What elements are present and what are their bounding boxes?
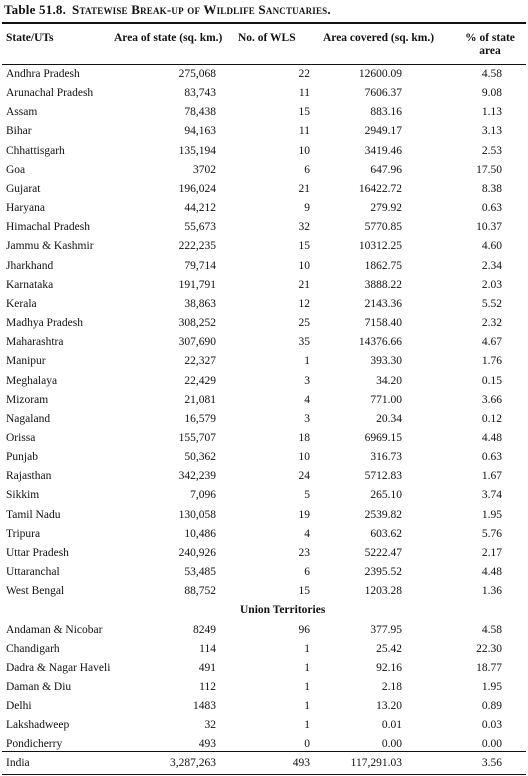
cell-name: Jammu & Kashmir xyxy=(6,240,94,253)
cell-wls: 21 xyxy=(298,278,310,291)
table-row xyxy=(2,180,526,199)
table-row xyxy=(2,257,526,276)
cell-name: Chhattisgarh xyxy=(6,144,65,157)
cell-wls: 15 xyxy=(298,240,310,253)
cell-area-covered: 34.20 xyxy=(376,374,402,387)
header-wls: No. of WLS xyxy=(238,32,296,44)
table-row xyxy=(2,352,526,371)
top-rule xyxy=(2,22,526,24)
cell-percent: 4.48 xyxy=(481,566,502,579)
cell-percent: 2.17 xyxy=(481,546,502,559)
cell-wls: 96 xyxy=(298,623,310,636)
cell-area-covered: 2949.17 xyxy=(364,125,402,138)
cell-name: Bihar xyxy=(6,125,32,138)
cell-name: Madhya Pradesh xyxy=(6,317,83,330)
header-percent xyxy=(458,32,522,58)
cell-area: 196,024 xyxy=(178,182,216,195)
cell-wls: 10 xyxy=(298,451,310,464)
cell-area-covered: 13.20 xyxy=(376,700,402,713)
table-row xyxy=(2,659,526,678)
table-row xyxy=(2,199,526,218)
cell-area: 191,791 xyxy=(178,278,216,291)
cell-wls: 21 xyxy=(298,182,310,195)
table-caption: Statewise Break-up of Wildlife Sanctuaries. xyxy=(72,2,331,17)
table-row xyxy=(2,142,526,161)
cell-area-covered: 603.62 xyxy=(370,527,402,540)
cell-percent: 17.50 xyxy=(476,163,502,176)
cell-name: Uttar Pradesh xyxy=(6,546,69,559)
table-row xyxy=(2,448,526,467)
cell-wls: 10 xyxy=(298,259,310,272)
cell-name: Goa xyxy=(6,163,26,176)
cell-area: 44,212 xyxy=(184,202,216,215)
cell-area: 308,252 xyxy=(178,317,216,330)
cell-name: Sikkim xyxy=(6,489,40,502)
table-row xyxy=(2,582,526,601)
cell-percent: 3.66 xyxy=(481,393,502,406)
cell-percent: 0.63 xyxy=(481,451,502,464)
cell-name: Tamil Nadu xyxy=(6,508,61,521)
cell-percent: 1.67 xyxy=(481,470,502,483)
cell-percent: 0.89 xyxy=(481,700,502,713)
cell-area: 7,096 xyxy=(190,489,216,502)
table-row xyxy=(2,237,526,256)
cell-percent: 0.12 xyxy=(481,412,502,425)
table-row xyxy=(2,276,526,295)
total-area: 3,287,263 xyxy=(170,757,216,769)
table-number: Table 51.8. xyxy=(4,2,67,17)
cell-area-covered: 1862.75 xyxy=(364,259,402,272)
table-row xyxy=(2,295,526,314)
cell-area-covered: 377.95 xyxy=(370,623,402,636)
section-heading-row xyxy=(2,601,526,620)
header-percent-line1: % of state xyxy=(465,32,515,44)
cell-wls: 9 xyxy=(304,202,310,215)
cell-percent: 1.36 xyxy=(481,585,502,598)
total-wls: 493 xyxy=(292,757,310,769)
cell-area-covered: 0.00 xyxy=(381,738,402,751)
cell-area-covered: 0.01 xyxy=(381,719,402,732)
cell-area-covered: 393.30 xyxy=(370,355,402,368)
cell-name: Assam xyxy=(6,106,38,119)
cell-area: 240,926 xyxy=(178,546,216,559)
cell-area-covered: 6969.15 xyxy=(364,431,402,444)
cell-area: 83,743 xyxy=(184,87,216,100)
cell-area: 3702 xyxy=(193,163,216,176)
cell-area-covered: 883.16 xyxy=(370,106,402,119)
cell-name: Chandigarh xyxy=(6,642,60,655)
cell-percent: 9.08 xyxy=(481,87,502,100)
cell-percent: 4.67 xyxy=(481,336,502,349)
cell-area: 10,486 xyxy=(184,527,216,540)
cell-wls: 11 xyxy=(298,87,310,100)
cell-wls: 1 xyxy=(304,355,310,368)
cell-wls: 4 xyxy=(304,527,310,540)
cell-area: 342,239 xyxy=(178,470,216,483)
cell-percent: 4.58 xyxy=(481,68,502,80)
cell-name: Tripura xyxy=(6,527,41,540)
cell-area-covered: 1203.28 xyxy=(364,585,402,598)
cell-wls: 32 xyxy=(298,221,310,234)
cell-area-covered: 265.10 xyxy=(370,489,402,502)
cell-percent: 0.00 xyxy=(481,738,502,751)
cell-name: Pondicherry xyxy=(6,738,63,751)
table-row xyxy=(2,621,526,640)
cell-area: 491 xyxy=(198,661,216,674)
cell-area: 1483 xyxy=(193,700,216,713)
cell-wls: 12 xyxy=(298,297,310,310)
cell-area: 55,673 xyxy=(184,221,216,234)
cell-name: Kerala xyxy=(6,297,37,310)
cell-wls: 6 xyxy=(304,566,310,579)
table-row xyxy=(2,697,526,716)
total-percent: 3.56 xyxy=(481,757,502,769)
total-name: India xyxy=(6,757,30,769)
cell-area-covered: 25.42 xyxy=(376,642,402,655)
cell-wls: 19 xyxy=(298,508,310,521)
cell-percent: 8.38 xyxy=(481,182,502,195)
table-row xyxy=(2,525,526,544)
cell-name: Meghalaya xyxy=(6,374,58,387)
cell-area: 222,235 xyxy=(178,240,216,253)
cell-wls: 6 xyxy=(304,163,310,176)
cell-wls: 24 xyxy=(298,470,310,483)
table-row xyxy=(2,716,526,735)
cell-wls: 3 xyxy=(304,412,310,425)
cell-percent: 1.95 xyxy=(481,508,502,521)
cell-area: 16,579 xyxy=(184,412,216,425)
cell-percent: 5.52 xyxy=(481,297,502,310)
cell-name: Maharashtra xyxy=(6,336,64,349)
table-row xyxy=(2,506,526,525)
cell-area-covered: 7158.40 xyxy=(364,317,402,330)
cell-area-covered: 3888.22 xyxy=(364,278,402,291)
cell-area-covered: 647.96 xyxy=(370,163,402,176)
cell-wls: 0 xyxy=(304,738,310,751)
cell-wls: 5 xyxy=(304,489,310,502)
header-area: Area of state (sq. km.) xyxy=(114,32,223,44)
cell-wls: 15 xyxy=(298,106,310,119)
cell-name: Andhra Pradesh xyxy=(6,68,80,80)
cell-name: Delhi xyxy=(6,700,32,713)
cell-name: Andaman & Nicobar xyxy=(6,623,103,636)
cell-name: Rajasthan xyxy=(6,470,52,483)
cell-area: 155,707 xyxy=(178,431,216,444)
table-row xyxy=(2,65,526,84)
table-row xyxy=(2,391,526,410)
table-row xyxy=(2,563,526,582)
total-area-covered: 117,291.03 xyxy=(350,757,402,769)
cell-area: 493 xyxy=(198,738,216,751)
total-row xyxy=(2,752,526,774)
cell-area-covered: 92.16 xyxy=(376,661,402,674)
cell-wls: 25 xyxy=(298,317,310,330)
cell-area-covered: 2539.82 xyxy=(364,508,402,521)
cell-area-covered: 20.34 xyxy=(376,412,402,425)
table-row xyxy=(2,467,526,486)
cell-area: 94,163 xyxy=(184,125,216,138)
cell-percent: 1.13 xyxy=(481,106,502,119)
cell-area: 8249 xyxy=(193,623,216,636)
cell-area: 78,438 xyxy=(184,106,216,119)
cell-name: West Bengal xyxy=(6,585,65,598)
cell-area-covered: 2395.52 xyxy=(364,566,402,579)
cell-area: 130,058 xyxy=(178,508,216,521)
cell-name: Uttaranchal xyxy=(6,566,60,579)
cell-wls: 22 xyxy=(298,68,310,80)
table-title xyxy=(4,2,331,22)
cell-percent: 2.03 xyxy=(481,278,502,291)
cell-name: Daman & Diu xyxy=(6,681,72,693)
cell-area-covered: 12600.09 xyxy=(358,68,402,80)
cell-percent: 5.76 xyxy=(481,527,502,540)
table-row xyxy=(2,161,526,180)
cell-name: Arunachal Pradesh xyxy=(6,87,94,100)
cell-area: 88,752 xyxy=(184,585,216,598)
cell-percent: 0.63 xyxy=(481,202,502,215)
cell-area-covered: 10312.25 xyxy=(358,240,402,253)
cell-area: 32 xyxy=(204,719,216,732)
cell-area-covered: 5222.47 xyxy=(364,546,402,559)
cell-wls: 1 xyxy=(304,719,310,732)
header-area-covered: Area covered (sq. km.) xyxy=(323,32,435,44)
cell-percent: 4.48 xyxy=(481,431,502,444)
cell-wls: 4 xyxy=(304,393,310,406)
cell-percent: 1.76 xyxy=(481,355,502,368)
cell-percent: 2.32 xyxy=(481,317,502,330)
cell-name: Dadra & Nagar Haveli xyxy=(6,661,111,674)
cell-name: Punjab xyxy=(6,451,38,464)
cell-area: 135,194 xyxy=(178,144,216,157)
cell-name: Lakshadweep xyxy=(6,719,70,732)
header-percent-line2: area xyxy=(479,45,501,57)
cell-wls: 1 xyxy=(304,661,310,674)
cell-area-covered: 7606.37 xyxy=(364,87,402,100)
union-territories-heading: Union Territories xyxy=(240,604,326,617)
table-row xyxy=(2,333,526,352)
cell-name: Haryana xyxy=(6,202,45,215)
cell-percent: 2.34 xyxy=(481,259,502,272)
cell-area: 79,714 xyxy=(184,259,216,272)
table-row xyxy=(2,544,526,563)
cell-area: 275,068 xyxy=(178,68,216,80)
cell-percent: 0.15 xyxy=(481,374,502,387)
cell-name: Manipur xyxy=(6,355,46,368)
cell-name: Orissa xyxy=(6,431,36,444)
cell-percent: 22.30 xyxy=(476,642,502,655)
cell-percent: 10.37 xyxy=(476,221,502,234)
cell-area: 22,429 xyxy=(184,374,216,387)
table-row xyxy=(2,678,526,697)
cell-area-covered: 16422.72 xyxy=(358,182,402,195)
cell-percent: 2.53 xyxy=(481,144,502,157)
cell-name: Himachal Pradesh xyxy=(6,221,90,234)
cell-wls: 23 xyxy=(298,546,310,559)
cell-area-covered: 771.00 xyxy=(370,393,402,406)
cell-wls: 1 xyxy=(304,700,310,713)
cell-wls: 18 xyxy=(298,431,310,444)
data-table-body xyxy=(2,65,526,755)
cell-area: 21,081 xyxy=(184,393,216,406)
cell-area: 22,327 xyxy=(184,355,216,368)
cell-name: Gujarat xyxy=(6,182,41,195)
cell-wls: 1 xyxy=(304,681,310,693)
cell-area-covered: 2.18 xyxy=(381,681,402,693)
cell-percent: 1.95 xyxy=(481,681,502,693)
table-row xyxy=(2,122,526,141)
cell-area-covered: 5770.85 xyxy=(364,221,402,234)
cell-wls: 35 xyxy=(298,336,310,349)
cell-wls: 10 xyxy=(298,144,310,157)
cell-area-covered: 316.73 xyxy=(370,451,402,464)
cell-percent: 3.74 xyxy=(481,489,502,502)
cell-percent: 3.13 xyxy=(481,125,502,138)
table-row xyxy=(2,103,526,122)
cell-area-covered: 14376.66 xyxy=(358,336,402,349)
cell-area: 53,485 xyxy=(184,566,216,579)
cell-wls: 3 xyxy=(304,374,310,387)
cell-percent: 4.60 xyxy=(481,240,502,253)
cell-area-covered: 5712.83 xyxy=(364,470,402,483)
cell-percent: 4.58 xyxy=(481,623,502,636)
table-row xyxy=(2,640,526,659)
cell-area: 307,690 xyxy=(178,336,216,349)
cell-name: Jharkhand xyxy=(6,259,54,272)
cell-percent: 18.77 xyxy=(476,661,502,674)
table-row xyxy=(2,218,526,237)
cell-area: 112 xyxy=(199,681,216,693)
cell-wls: 15 xyxy=(298,585,310,598)
table-row xyxy=(2,429,526,448)
table-row xyxy=(2,410,526,429)
cell-wls: 11 xyxy=(298,125,310,138)
cell-name: Nagaland xyxy=(6,412,51,425)
cell-name: Mizoram xyxy=(6,393,49,406)
table-row xyxy=(2,372,526,391)
cell-area-covered: 279.92 xyxy=(370,202,402,215)
header-state: State/UTs xyxy=(6,32,54,44)
table-row xyxy=(2,84,526,103)
cell-name: Karnataka xyxy=(6,278,54,291)
bottom-rule xyxy=(2,774,526,775)
cell-area: 50,362 xyxy=(184,451,216,464)
table-row xyxy=(2,314,526,333)
cell-wls: 1 xyxy=(304,642,310,655)
cell-area: 38,863 xyxy=(184,297,216,310)
cell-area-covered: 3419.46 xyxy=(364,144,402,157)
cell-percent: 0.03 xyxy=(481,719,502,732)
cell-area: 114 xyxy=(199,642,216,655)
table-row xyxy=(2,486,526,505)
cell-area-covered: 2143.36 xyxy=(364,297,402,310)
